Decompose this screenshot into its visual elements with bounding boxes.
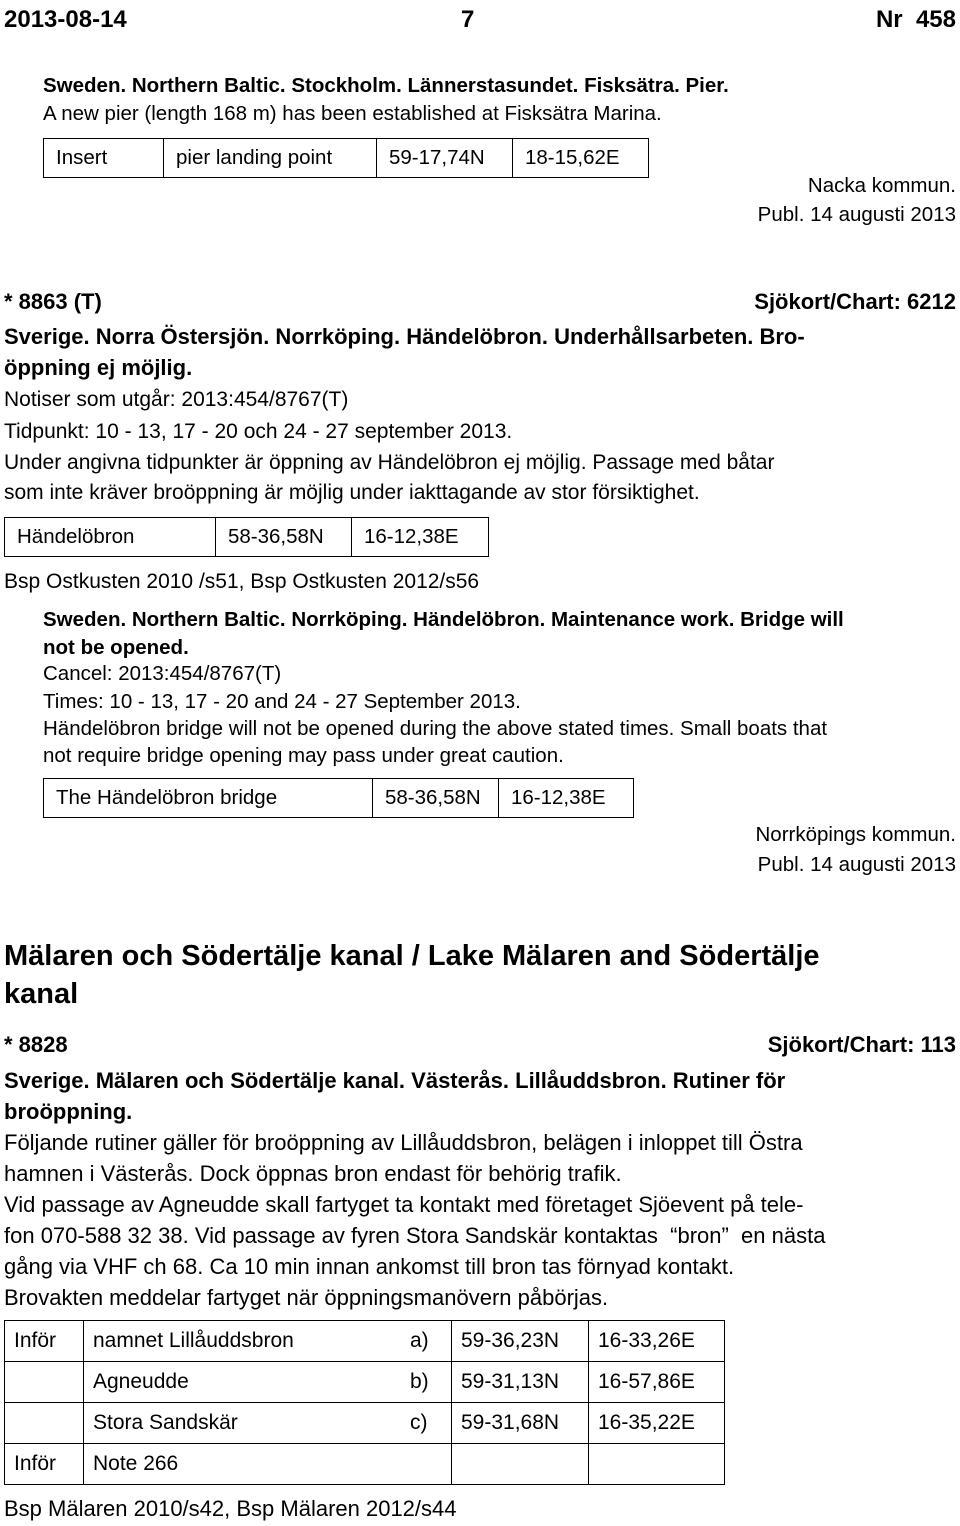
table-cell: The Händelöbron bridge	[44, 779, 373, 818]
notice2-source: Norrköpings kommun.	[755, 823, 956, 846]
notice2-body-sv-cont: som inte kräver broöppning är möjlig under iakttagande av stor försiktighet.	[4, 481, 700, 504]
table-cell: 16-35,22E	[589, 1403, 725, 1444]
notice2-title-sv-cont: öppning ej möjlig.	[4, 355, 193, 380]
table-cell: 59-36,23N	[452, 1321, 589, 1362]
table-cell: Inför	[5, 1444, 84, 1485]
notice2-position-table-sv	[4, 517, 489, 557]
table-cell: Stora Sandskär	[84, 1403, 402, 1444]
notice3-body-line: hamnen i Västerås. Dock öppnas bron endast för behörig trafik.	[4, 1161, 622, 1186]
notice2-cancel-sv: Notiser som utgår: 2013:454/8767(T)	[4, 388, 349, 411]
table-cell: 58-36,58N	[373, 779, 499, 818]
table-cell: 18-15,62E	[513, 139, 649, 178]
notice3-body-line: Brovakten meddelar fartyget när öppningsmanövern påbörjas.	[4, 1285, 609, 1310]
table-cell	[401, 1444, 452, 1485]
notice2-number: * 8863 (T)	[4, 289, 102, 314]
notice1-publication-date: Publ. 14 augusti 2013	[757, 203, 956, 226]
notice3-body-line: fon 070-588 32 38. Vid passage av fyren Stora Sandskär kontaktas “bron” en nästa	[4, 1223, 826, 1248]
notice2-body-sv: Under angivna tidpunkter är öppning av Händelöbron ej möjlig. Passage med båtar	[4, 451, 775, 474]
notice2-title-sv: Sverige. Norra Östersjön. Norrköping. Händelöbron. Underhållsarbeten. Bro-	[4, 324, 805, 349]
table-cell: Inför	[5, 1321, 84, 1362]
table-cell	[5, 1362, 84, 1403]
table-row	[5, 1403, 725, 1444]
table-cell: 58-36,58N	[216, 518, 352, 557]
notice3-title-cont: broöppning.	[4, 1099, 133, 1124]
notice3-number: * 8828	[4, 1032, 68, 1057]
header-page-number: 7	[461, 6, 475, 33]
notice2-times-sv: Tidpunkt: 10 - 13, 17 - 20 och 24 - 27 september 2013.	[4, 420, 513, 443]
notice1-title: Sweden. Northern Baltic. Stockholm. Lännerstasundet. Fisksätra. Pier.	[43, 74, 729, 97]
header-date: 2013-08-14	[4, 6, 127, 33]
table-cell: Note 266	[84, 1444, 402, 1485]
header-issue-number: Nr 458	[875, 6, 956, 33]
notice2-cancel-en: Cancel: 2013:454/8767(T)	[43, 662, 282, 685]
table-cell: pier landing point	[164, 139, 377, 178]
table-cell	[452, 1444, 589, 1485]
table-cell: 59-31,13N	[452, 1362, 589, 1403]
table-cell: 16-12,38E	[352, 518, 489, 557]
notice2-body-en-cont: not require bridge opening may pass under great caution.	[43, 744, 564, 767]
notice2-body-en: Händelöbron bridge will not be opened during the above stated times. Small boats that	[43, 717, 828, 740]
notice1-body: A new pier (length 168 m) has been established at Fisksätra Marina.	[43, 102, 662, 125]
notice1-source: Nacka kommun.	[807, 174, 956, 197]
section-title: Mälaren och Södertälje kanal / Lake Mälaren and Södertälje	[4, 940, 820, 972]
notice2-title-en: Sweden. Northern Baltic. Norrköping. Händelöbron. Maintenance work. Bridge will	[43, 608, 844, 631]
notice2-title-en-cont: not be opened.	[43, 636, 189, 659]
notice3-body-line: Följande rutiner gäller för broöppning av Lillåuddsbron, belägen i inloppet till Östra	[4, 1130, 803, 1155]
notice3-bsp: Bsp Mälaren 2010/s42, Bsp Mälaren 2012/s44	[4, 1496, 457, 1521]
table-row	[5, 1321, 725, 1362]
table-cell: Agneudde	[84, 1362, 402, 1403]
table-cell	[5, 1403, 84, 1444]
notice3-chart: Sjökort/Chart: 113	[767, 1032, 956, 1057]
notice2-position-table-en	[43, 778, 634, 818]
notice2-times-en: Times: 10 - 13, 17 - 20 and 24 - 27 September 2013.	[43, 690, 521, 713]
table-cell: namnet Lillåuddsbron	[84, 1321, 402, 1362]
section-title-cont: kanal	[4, 978, 79, 1010]
table-cell: Händelöbron	[5, 518, 216, 557]
notice3-body-line: gång via VHF ch 68. Ca 10 min innan ankomst till bron tas förnyad kontakt.	[4, 1254, 735, 1279]
notice3-positions-table	[4, 1320, 725, 1485]
table-cell: 16-12,38E	[499, 779, 634, 818]
table-cell: 59-31,68N	[452, 1403, 589, 1444]
notice2-chart: Sjökort/Chart: 6212	[754, 289, 956, 314]
table-cell: c)	[401, 1403, 452, 1444]
table-cell: a)	[401, 1321, 452, 1362]
table-row	[5, 1362, 725, 1403]
table-cell: 59-17,74N	[377, 139, 513, 178]
table-row	[5, 1444, 725, 1485]
table-cell: 16-33,26E	[589, 1321, 725, 1362]
notice2-publication-date: Publ. 14 augusti 2013	[757, 853, 956, 876]
notice2-bsp: Bsp Ostkusten 2010 /s51, Bsp Ostkusten 2012/s56	[4, 570, 480, 593]
table-cell: 16-57,86E	[589, 1362, 725, 1403]
notice3-title: Sverige. Mälaren och Södertälje kanal. Västerås. Lillåuddsbron. Rutiner för	[4, 1068, 786, 1093]
notice3-body-line: Vid passage av Agneudde skall fartyget ta kontakt med företaget Sjöevent på tele-	[4, 1192, 804, 1217]
table-cell	[589, 1444, 725, 1485]
table-cell: Insert	[44, 139, 164, 178]
table-cell: b)	[401, 1362, 452, 1403]
notice1-position-table	[43, 138, 649, 178]
